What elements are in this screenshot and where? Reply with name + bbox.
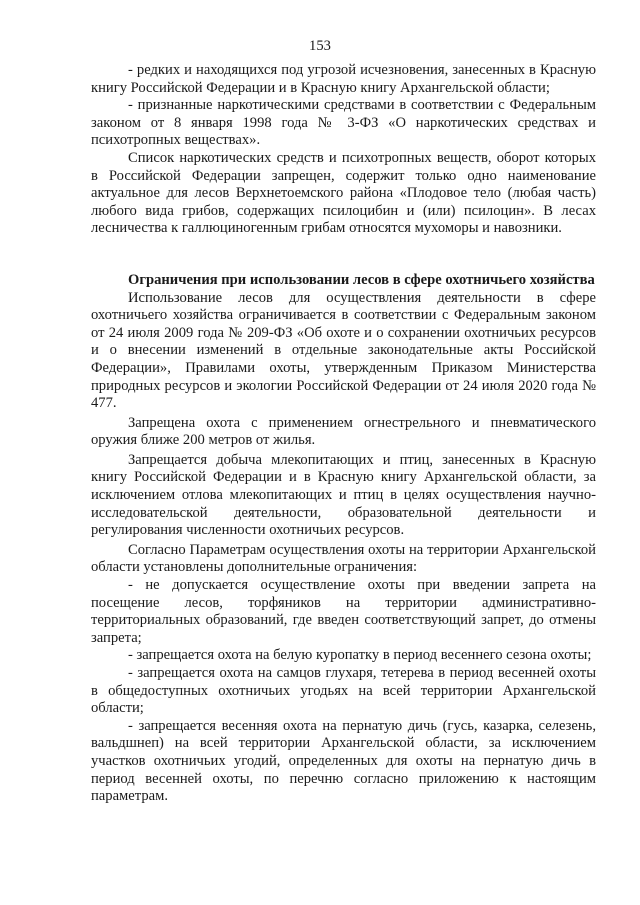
paragraph-parameters: Согласно Параметрам осуществления охоты на территории Архангельской области установлены дополнительные ограничения:	[91, 541, 596, 576]
paragraph-narcotic-substances: - признанные наркотическими средствами в соответствии с Федеральным законом от 8 января 1998 года № 3-ФЗ «О наркотических средствах и психотропных веществах».	[91, 97, 596, 149]
list-item-ptarmigan: - запрещается охота на белую куропатку в период весеннего сезона охоты;	[128, 647, 592, 664]
list-item-forest-ban: - не допускается осуществление охоты при введении запрета на посещение лесов, торфяников на территории административно-территориальных образований, где введен соответствующий запрет, до отмены запрета;	[91, 577, 596, 646]
list-item-capercaillie: - запрещается охота на самцов глухаря, тетерева в период весенней охоты в общедоступных охотничьих угодьях на всей территории Архангельской области;	[91, 665, 596, 717]
list-item-spring-waterfowl: - запрещается весенняя охота на пернатую дичь (гусь, казарка, селезень, вальдшнеп) на всей территории Архангельской области, за исключением участков охотничьих угодий, определенных для охоты на пернатую дичь в период весенней охоты, по перечню согласно приложению к настоящим параметрам.	[91, 717, 596, 805]
paragraph-hunting-law: Использование лесов для осуществления деятельности в сфере охотничьего хозяйства ограничивается в соответствии с Федеральным законом от 24 июля 2009 года № 209-ФЗ «Об охоте и о сохранении охотничьих ресурсов и о внесении изменений в отдельные законодательные акты Российской Федерации», Правилами охоты, утвержденным Приказом Министерства природных ресурсов и экологии Российской Федерации от 24 июля 2020 года № 477.	[91, 289, 596, 412]
paragraph-narcotic-list: Список наркотических средств и психотропных веществ, оборот которых в Российской Федерации запрещен, содержит только одно наименование актуальное для лесов Верхнетоемского района «Плодовое тело (любая часть) любого вида грибов, содержащих псилоцибин и (или) псилоцин». В лесах лесничества к галлюциногенным грибам относятся мухоморы и навозники.	[91, 149, 596, 237]
paragraph-red-book-ban: Запрещается добыча млекопитающих и птиц, занесенных в Красную книгу Российской Федерации и в Красную книгу Архангельской области, за исключением отлова млекопитающих и птиц в целях осуществления научно-исследовательской деятельности, образовательной деятельности и регулирования численности охотничьих ресурсов.	[91, 451, 596, 539]
paragraph-rare-species: - редких и находящихся под угрозой исчезновения, занесенных в Красную книгу Российской Федерации и в Красную книгу Архангельской области;	[91, 62, 596, 96]
page-number: 153	[309, 38, 331, 54]
section-heading: Ограничения при использовании лесов в сфере охотничьего хозяйства	[128, 271, 595, 288]
document-body	[91, 62, 596, 806]
paragraph-firearms-ban: Запрещена охота с применением огнестрельного и пневматического оружия ближе 200 метров от жилья.	[91, 414, 596, 449]
